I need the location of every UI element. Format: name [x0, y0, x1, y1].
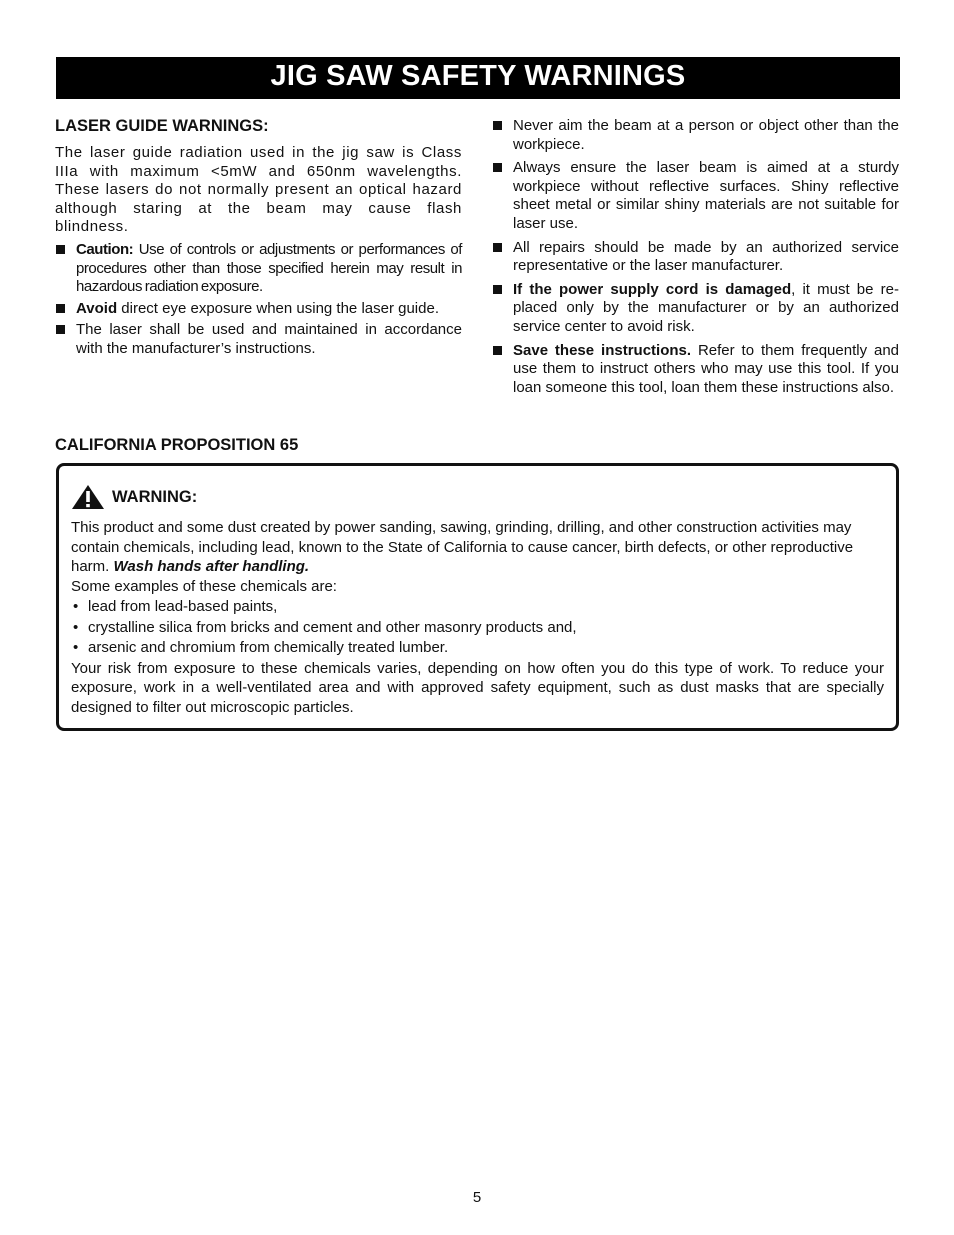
- list-item: [71, 618, 884, 638]
- example-text: arsenic and chromium from chemically treated lumber.: [88, 639, 449, 656]
- list-item: [492, 342, 899, 398]
- item-text: All repairs should be made by an authorized service representative or the laser manufacturer.: [513, 238, 899, 275]
- list-item: [492, 117, 899, 154]
- title-banner: [56, 57, 900, 99]
- square-bullet-icon: [493, 243, 502, 252]
- square-bullet-icon: [493, 121, 502, 130]
- list-item: [71, 638, 884, 658]
- bullet-dot-icon: •: [73, 639, 79, 656]
- list-item: [492, 159, 899, 233]
- prop65-heading: CALIFORNIA PROPOSITION 65: [55, 436, 299, 454]
- list-item: [71, 597, 884, 617]
- bullet-dot-icon: •: [73, 598, 79, 615]
- item-text: Never aim the beam at a person or object other than the workpiece.: [513, 117, 899, 153]
- square-bullet-icon: [56, 304, 65, 313]
- warning-content: [71, 486, 884, 717]
- warning-header: [71, 486, 884, 510]
- square-bullet-icon: [493, 163, 502, 172]
- laser-intro: The laser guide radiation used in the jig saw is Class IIIa with maximum <5mW and 650nm wavelengths. These lasers do not normally present an optical hazard although staring at the beam may cause flash blindness.: [55, 144, 462, 236]
- bullet-dot-icon: •: [73, 618, 79, 636]
- item-bold: Caution:: [76, 240, 134, 258]
- laser-warnings-left-column: [55, 115, 462, 359]
- square-bullet-icon: [493, 285, 502, 294]
- item-text: Refer to them frequently and use them to instruct others who may use this tool. If you loan someone this tool, loan them these instructions also.: [513, 341, 900, 396]
- list-item: [492, 239, 899, 276]
- item-bold: If the power supply cord is damaged: [513, 280, 792, 298]
- list-item: [55, 241, 462, 297]
- item-bold: Save these instructions.: [513, 341, 692, 359]
- item-text: Always ensure the laser beam is aimed at a sturdy workpiece without reflective surfaces. Shiny reflective sheet metal or similar shiny materials are not suitable for laser use.: [513, 159, 899, 232]
- laser-heading: LASER GUIDE WARNINGS:: [55, 117, 269, 135]
- list-item: [492, 281, 899, 337]
- square-bullet-icon: [56, 325, 65, 334]
- warning-text: This product and some dust created by power sanding, sawing, grinding, drilling, and other construction activities may contain chemicals, including lead, known to the State of California to cause cancer, birth defects, or other reproductive harm.: [71, 519, 854, 575]
- laser-list-continued: [492, 117, 899, 397]
- warning-emphasis: Wash hands after handling.: [113, 558, 310, 575]
- warning-paragraph-1: [71, 518, 884, 577]
- prop65-warning-box: [56, 463, 899, 731]
- example-text: crystalline silica from bricks and cement and other masonry products and,: [88, 618, 577, 636]
- page-number: 5: [472, 1189, 482, 1206]
- laser-list: [55, 241, 462, 359]
- item-text: Use of controls or adjustments or performances of procedures other than those specified herein may result in hazardous radiation exposure.: [76, 240, 462, 296]
- square-bullet-icon: [56, 245, 65, 254]
- laser-warnings-right-column: [492, 117, 899, 402]
- warning-paragraph-2: Your risk from exposure to these chemicals varies, depending on how often you do this type of work. To reduce your exposure, work in a well-ventilated area and with approved safety equipment, such as dust masks that are specially designed to filter out microscopic particles.: [71, 659, 884, 716]
- square-bullet-icon: [493, 346, 502, 355]
- item-bold: Avoid: [76, 299, 118, 317]
- page-title: JIG SAW SAFETY WARNINGS: [270, 60, 686, 92]
- item-text: , it must be re-placed only by the manufacturer or by an authorized service center to avoid risk.: [513, 280, 900, 335]
- example-text: lead from lead-based paints,: [88, 598, 278, 615]
- warning-label: WARNING:: [112, 488, 198, 506]
- chemicals-list: [71, 597, 884, 658]
- examples-intro: Some examples of these chemicals are:: [71, 577, 337, 595]
- item-text: The laser shall be used and maintained in accordance with the manufacturer’s instructions.: [76, 321, 462, 357]
- warning-triangle-icon: [71, 484, 105, 510]
- item-text: direct eye exposure when using the laser guide.: [117, 299, 439, 317]
- list-item: [55, 300, 462, 319]
- list-item: [55, 321, 462, 358]
